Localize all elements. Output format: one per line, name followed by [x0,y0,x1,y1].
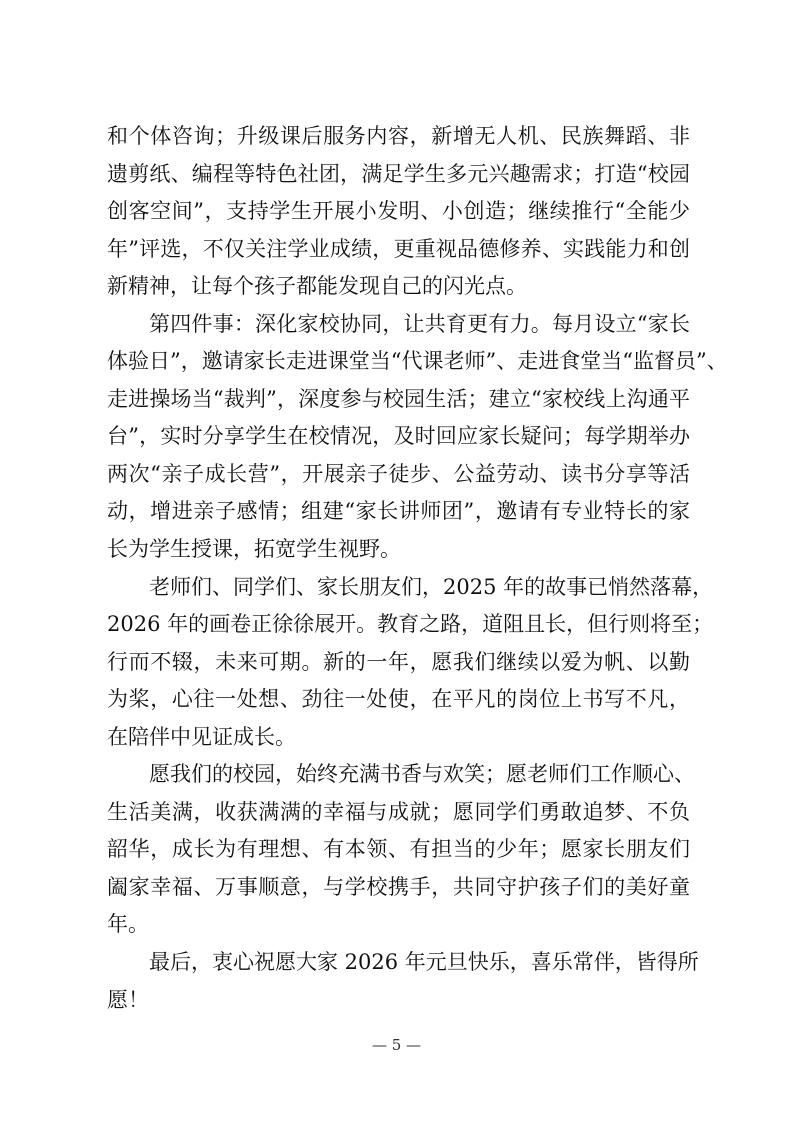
paragraph-line: 两次“亲子成长营”，开展亲子徒步、公益劳动、读书分享等活 [107,461,690,486]
page-number: — 5 — [371,1036,422,1054]
paragraph-line: 年”评选，不仅关注学业成绩，更重视品德修养、实践能力和创 [107,236,690,261]
paragraph-line: 愿我们的校园，始终充满书香与欢笑；愿老师们工作顺心、 [149,762,695,787]
paragraph-line: 老师们、同学们、家长朋友们，2025 年的故事已悄然落幕， [149,574,714,599]
paragraph-line: 在陪伴中见证成长。 [107,724,296,749]
paragraph-line: 行而不辍，未来可期。新的一年，愿我们继续以爱为帆、以勤 [107,649,690,674]
paragraph-line: 台”，实时分享学生在校情况，及时回应家长疑问；每学期举办 [107,424,690,449]
paragraph-line: 最后，衷心祝愿大家 2026 年元旦快乐，喜乐常伴，皆得所 [149,950,699,975]
paragraph-line: 韶华，成长为有理想、有本领、有担当的少年；愿家长朋友们 [107,837,690,862]
paragraph-line: 遗剪纸、编程等特色社团，满足学生多元兴趣需求；打造“校园 [107,161,690,186]
paragraph-line: 生活美满，收获满满的幸福与成就；愿同学们勇敢追梦、不负 [107,799,690,824]
paragraph-line: 为桨，心往一处想、劲往一处使，在平凡的岗位上书写不凡， [107,687,690,712]
paragraph-line: 第四件事：深化家校协同，让共育更有力。每月设立“家长 [149,311,690,336]
paragraph-line: 年。 [107,912,149,937]
paragraph-line: 新精神，让每个孩子都能发现自己的闪光点。 [107,274,527,299]
paragraph-line: 和个体咨询；升级课后服务内容，新增无人机、民族舞蹈、非 [107,124,690,148]
paragraph-line: 长为学生授课，拓宽学生视野。 [107,537,401,562]
paragraph-line: 体验日”，邀请家长走进课堂当“代课老师”、走进食堂当“监督员”、 [107,349,728,374]
paragraph-line: 创客空间”，支持学生开展小发明、小创造；继续推行“全能少 [107,199,690,224]
paragraph-line: 动，增进亲子感情；组建“家长讲师团”，邀请有专业特长的家 [107,499,690,524]
paragraph-line: 阖家幸福、万事顺意，与学校携手，共同守护孩子们的美好童 [107,874,690,899]
document-body [107,118,728,1019]
paragraph-line: 走进操场当“裁判”，深度参与校园生活；建立“家校线上沟通平 [107,386,690,411]
paragraph-line: 2026 年的画卷正徐徐展开。教育之路，道阻且长，但行则将至； [107,612,714,637]
paragraph-line: 愿！ [107,987,149,1012]
